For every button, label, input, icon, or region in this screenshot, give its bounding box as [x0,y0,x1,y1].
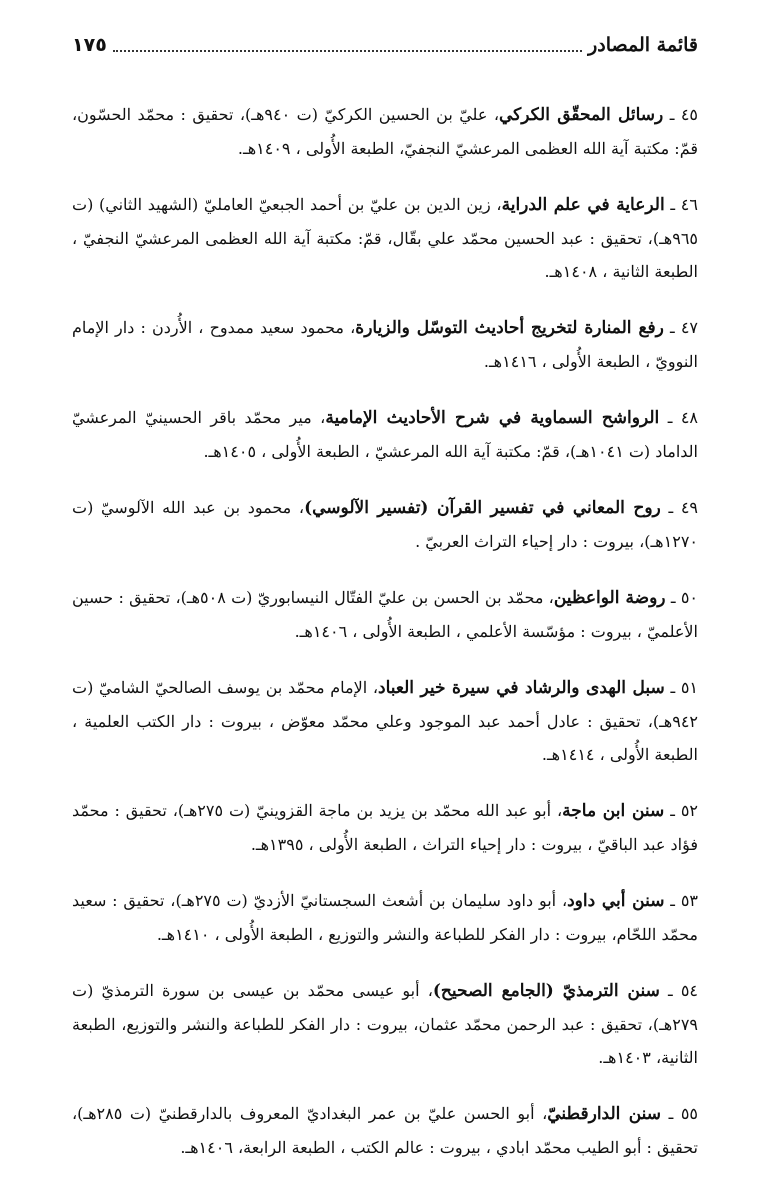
entry-details: ، الإمام محمّد بن يوسف الصالحيّ الشاميّ (ت ٩٤٢هـ)، تحقيق : عادل أحمد عبد الموجود وعلي محمّد معوّض ، بيروت : دار الكتب العلمية ، الطبعة الأُولى ، ١٤١٤هـ. [72,678,698,764]
entry-number: ٤٧ ـ [669,318,698,337]
bibliography-entry-46 [72,188,698,288]
bibliography-entry-49 [72,491,698,558]
entry-title: رسائل المحقّق الكركي [499,105,664,125]
bibliography-list [72,82,698,1187]
page-number: ١٧٥ [72,34,107,56]
entry-details: ، محمود سعيد ممدوح ، الأُردن : دار الإمام النوويّ ، الطبعة الأُولى ، ١٤١٦هـ. [72,318,698,371]
entry-title: الرعاية في علم الدراية [501,195,665,215]
header-title: قائمة المصادر [588,34,698,56]
entry-details: ، مير محمّد باقر الحسينيّ المرعشيّ الداماد (ت ١٠٤١هـ)، قمّ: مكتبة آية الله المرعشيّ ، الطبعة الأُولى ، ١٤٠٥هـ. [72,408,698,461]
bibliography-entry-45 [72,98,698,165]
entry-details: ، أبو داود سليمان بن أشعث السجستانيّ الأزديّ (ت ٢٧٥هـ)، تحقيق : سعيد محمّد اللحّام، بيروت : دار الفكر للطباعة والنشر والتوزيع ، الطبعة الأُولى ، ١٤١٠هـ. [72,891,698,944]
entry-number: ٥٤ ـ [667,981,698,1000]
entry-number: ٤٨ ـ [667,408,698,427]
entry-title: سبل الهدى والرشاد في سيرة خير العباد [378,678,665,698]
entry-number: ٥٥ ـ [668,1104,698,1123]
bibliography-entry-50 [72,581,698,648]
bibliography-entry-52 [72,794,698,861]
entry-details: ، أبو عبد الله محمّد بن يزيد بن ماجة القزوينيّ (ت ٢٧٥هـ)، تحقيق : محمّد فؤاد عبد الباقيّ ، بيروت : دار إحياء التراث ، الطبعة الأُولى ، ١٣٩٥هـ. [72,801,698,854]
entry-number: ٤٩ ـ [668,498,698,517]
entry-number: ٥٠ ـ [670,588,698,607]
bibliography-entry-54 [72,974,698,1074]
entry-number: ٥١ ـ [670,678,698,697]
entry-title: سنن ابن ماجة [562,801,665,821]
entry-details: ، أبو عيسى محمّد بن عيسى بن سورة الترمذيّ (ت ٢٧٩هـ)، تحقيق : عبد الرحمن محمّد عثمان، بيروت : دار الفكر للطباعة والنشر والتوزيع، الطبعة الثانية، ١٤٠٣هـ. [72,981,698,1067]
entry-details: ، محمّد بن الحسن بن عليّ الفتّال النيسابوريّ (ت ٥٠٨هـ)، تحقيق : حسين الأعلميّ ، بيروت : مؤسّسة الأعلمي ، الطبعة الأُولى ، ١٤٠٦هـ. [72,588,698,641]
entry-title: رفع المنارة لتخريج أحاديث التوسّل والزيارة [355,318,664,338]
entry-number: ٥٣ ـ [670,891,699,910]
entry-title: سنن الدارقطنيّ [547,1104,662,1124]
entry-title: سنن أبي داود [567,891,665,911]
page-header [72,30,698,60]
entry-title: روح المعاني في تفسير القرآن (تفسير الآلوسي) [304,498,661,518]
bibliography-entry-53 [72,884,698,951]
bibliography-entry-48 [72,401,698,468]
entry-details: ، عليّ بن الحسين الكركيّ (ت ٩٤٠هـ)، تحقيق : محمّد الحسّون، قمّ: مكتبة آية الله العظمى المرعشيّ النجفيّ، الطبعة الأُولى ، ١٤٠٩هـ. [72,105,698,158]
entry-title: روضة الواعظين [553,588,666,608]
entry-number: ٤٦ ـ [670,195,698,214]
entry-number: ٤٥ ـ [669,105,699,124]
entry-title: الرواشح السماوية في شرح الأحاديث الإمامية [325,408,660,428]
bibliography-entry-47 [72,311,698,378]
entry-details: ، أبو الحسن عليّ بن عمر البغداديّ المعروف بالدارقطنيّ (ت ٢٨٥هـ)، تحقيق : أبو الطيب محمّد ابادي ، بيروت : عالم الكتب ، الطبعة الرابعة، ١٤٠٦هـ. [72,1104,698,1157]
entry-number: ٥٢ ـ [670,801,698,820]
entry-details: ، محمود بن عبد الله الآلوسيّ (ت ١٢٧٠هـ)، بيروت : دار إحياء التراث العربيّ . [72,498,698,551]
entry-details: ، زين الدين بن عليّ بن أحمد الجبعيّ العامليّ (الشهيد الثاني) (ت ٩٦٥هـ)، تحقيق : عبد الحسين محمّد علي بقّال، قمّ: مكتبة آية الله العظمى المرعشيّ النجفيّ ، الطبعة الثانية ، ١٤٠٨هـ. [72,195,698,281]
bibliography-entry-55 [72,1097,698,1164]
entry-title: سنن الترمذيّ (الجامع الصحيح) [432,981,660,1001]
bibliography-entry-51 [72,671,698,771]
header-dot-leader [113,50,582,52]
